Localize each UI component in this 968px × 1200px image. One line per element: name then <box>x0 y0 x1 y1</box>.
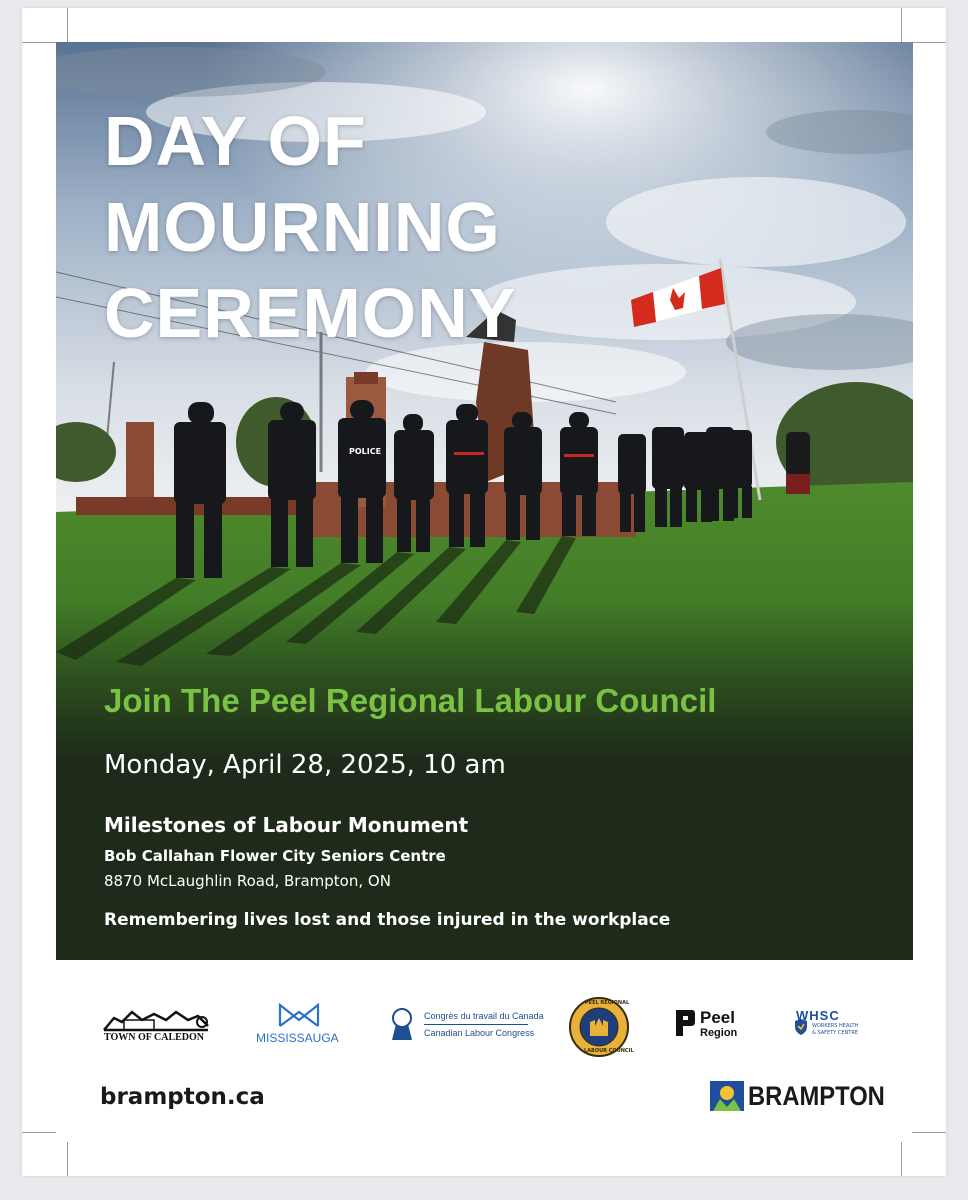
venue-centre: Bob Callahan Flower City Seniors Centre <box>104 847 446 865</box>
crop-mark <box>67 1142 68 1176</box>
clc-divider <box>424 1024 528 1025</box>
peel-region-logo <box>674 1008 748 1042</box>
whsc-sub-2: & SAFETY CENTRE <box>812 1030 858 1036</box>
town-of-caledon-logo <box>102 1006 210 1046</box>
canadian-labour-congress-logo <box>386 1006 544 1046</box>
crop-mark <box>901 1142 902 1176</box>
crop-mark <box>67 8 68 42</box>
crop-mark <box>912 42 946 43</box>
caledon-label: TOWN OF CALEDON <box>104 1032 205 1043</box>
seal-text-top: PEEL REGIONAL <box>585 1000 630 1006</box>
whsc-label: WHSC <box>796 1008 840 1023</box>
poster <box>56 42 913 960</box>
brampton-website-link[interactable]: brampton.ca <box>100 1084 265 1110</box>
peel-region-icon <box>674 1008 696 1038</box>
brampton-wordmark: BRAMPTON <box>748 1081 885 1111</box>
join-heading: Join The Peel Regional Labour Council <box>104 682 717 719</box>
title-line-2: MOURNING <box>104 188 501 266</box>
venue-address: 8870 McLaughlin Road, Brampton, ON <box>104 872 391 890</box>
clc-french-label: Congrès du travail du Canada <box>424 1011 544 1021</box>
event-title <box>104 98 516 356</box>
whsc-logo <box>792 1010 872 1040</box>
remembrance-text: Remembering lives lost and those injured in the workplace <box>104 910 671 930</box>
title-line-1: DAY OF <box>104 102 367 180</box>
event-date-time: Monday, April 28, 2025, 10 am <box>104 750 506 780</box>
crop-mark <box>901 8 902 42</box>
whsc-sub-1: WORKERS HEALTH <box>812 1023 859 1029</box>
police-label: POLICE <box>349 447 382 456</box>
peel-region-word-2: Region <box>700 1027 738 1039</box>
caledon-icon <box>102 1006 210 1034</box>
brampton-logo <box>710 1081 885 1115</box>
venue-name: Milestones of Labour Monument <box>104 813 469 837</box>
seal-text-bottom: LABOUR COUNCIL <box>584 1048 634 1054</box>
peel-regional-labour-council-logo <box>568 996 634 1058</box>
clc-english-label: Canadian Labour Congress <box>424 1028 535 1038</box>
mississauga-icon <box>254 1002 344 1028</box>
crop-mark <box>22 1132 56 1133</box>
brampton-flower-icon <box>710 1081 744 1111</box>
crop-mark <box>22 42 56 43</box>
peel-region-word-1: Peel <box>700 1008 735 1027</box>
mississauga-label: MISSISSAUGA <box>256 1031 339 1045</box>
title-line-3: CEREMONY <box>104 274 517 352</box>
crop-mark <box>912 1132 946 1133</box>
mississauga-logo <box>254 1002 344 1046</box>
clc-icon <box>386 1006 418 1042</box>
